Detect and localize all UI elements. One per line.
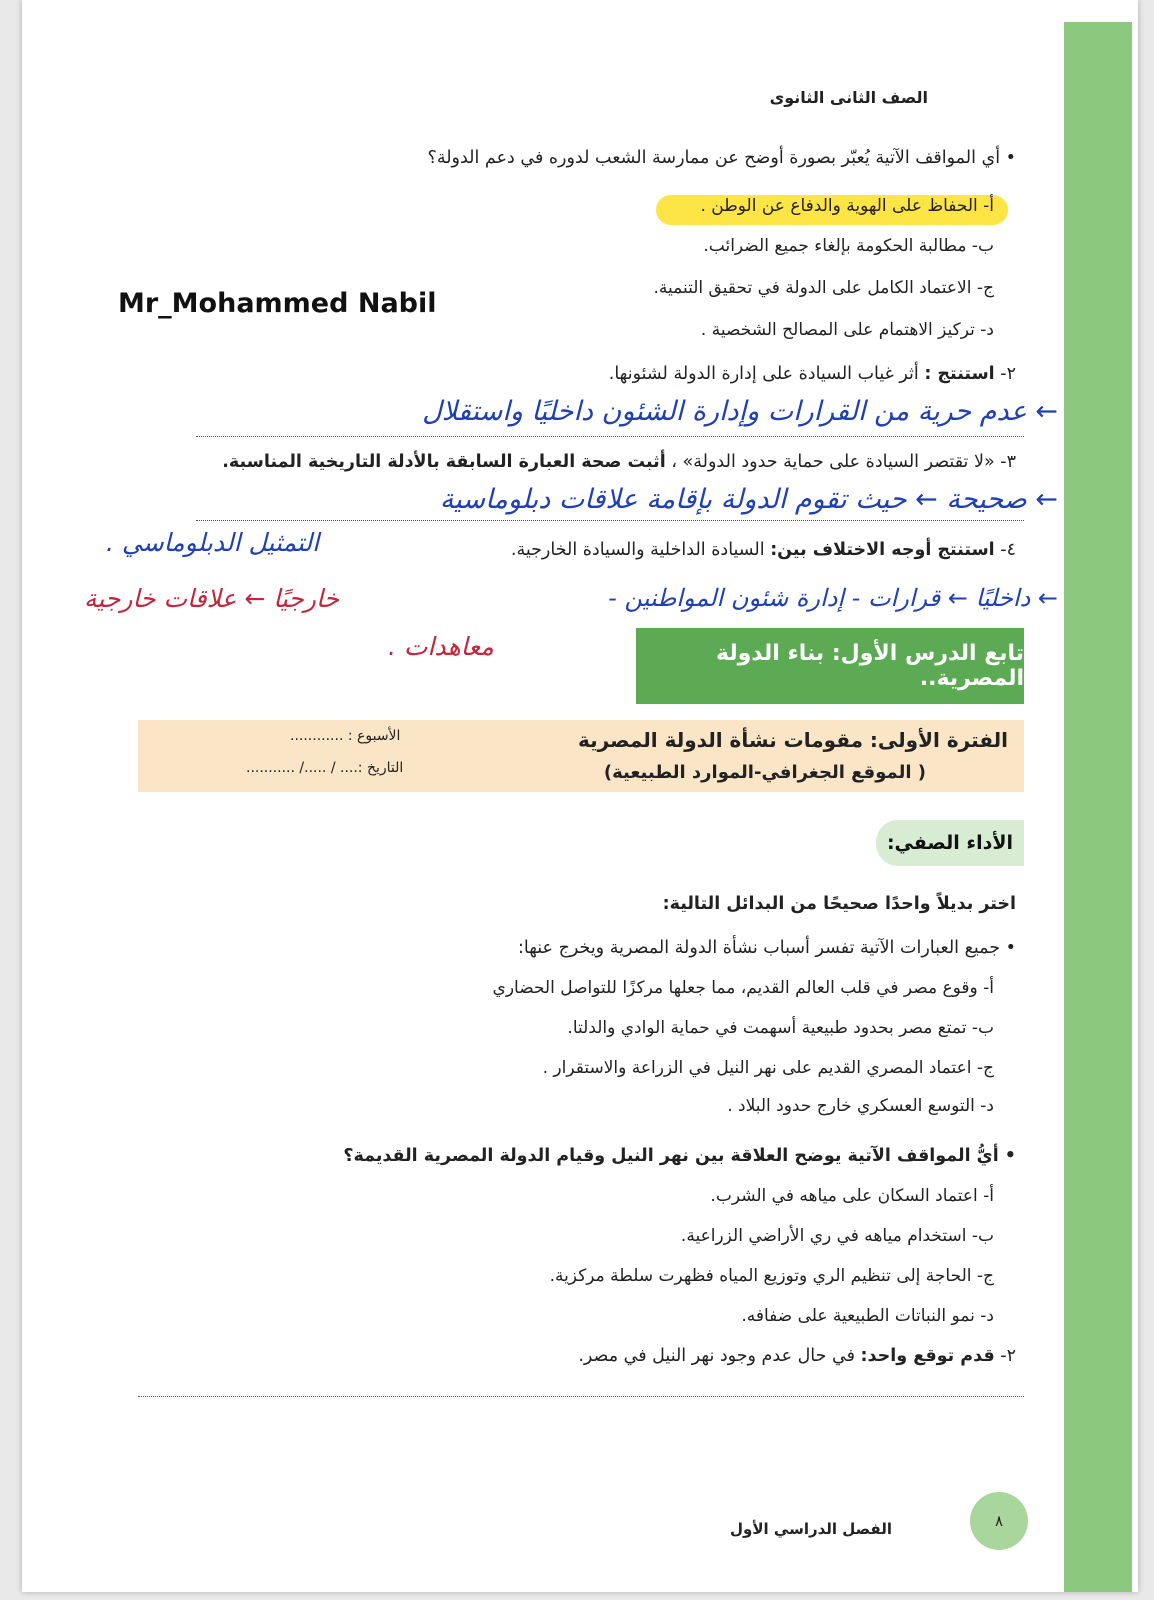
s2-q1-option-a: أ- وقوع مصر في قلب العالم القديم، مما جعلها مركزًا للتواصل الحضاري [492,978,994,998]
page-number: ٨ [994,1512,1004,1530]
lesson-banner: تابع الدرس الأول: بناء الدولة المصرية.. [636,628,1024,704]
q4-handwritten-internal: ← داخليًا ← قرارات - إدارة شئون المواطنين - [608,584,1058,612]
question-4 [511,540,1016,560]
q1-option-a: أ- الحفاظ على الهوية والدفاع عن الوطن . [700,196,994,216]
q4-handwritten-note: التمثيل الدبلوماسي . [106,528,320,557]
q2-handwritten-answer: ← عدم حرية من القرارات وإدارة الشئون داخليًا واستقلال [422,396,1058,427]
page-number-badge [970,1492,1028,1550]
q4-lead: استنتج أوجه الاختلاف بين: [770,540,995,560]
instruction: اختر بديلاً واحدًا صحيحًا من البدائل التالية: [662,894,1016,914]
q4-text: السيادة الداخلية والسيادة الخارجية. [510,540,765,560]
period-subtitle: ( الموقع الجغرافي-الموارد الطبيعية) [603,762,926,783]
period-title: الفترة الأولى: مقومات نشأة الدولة المصرية [578,728,1008,752]
grade-label: الصف الثانى الثانوى [769,88,928,107]
s2-q2-option-a: أ- اعتماد السكان على مياهه في الشرب. [710,1186,994,1206]
answer-line [196,436,1024,437]
question-2 [609,364,1016,384]
s2-q2-option-b: ب- استخدام مياهه في ري الأراضي الزراعية. [680,1226,994,1246]
s2-q2-option-d: د- نمو النباتات الطبيعية على ضفافه. [741,1306,994,1326]
date-field: التاريخ :.... / ...../ ........... [246,760,404,776]
q1-option-b: ب- مطالبة الحكومة بإلغاء جميع الضرائب. [703,236,994,256]
author-watermark: Mr_Mohammed Nabil [118,288,437,319]
q3-number: ٣- [1000,452,1016,472]
s2-q2-option-c: ج- الحاجة إلى تنظيم الري وتوزيع المياه فظهرت سلطة مركزية. [549,1266,994,1286]
s2-question-3 [578,1346,1016,1366]
s2-q3-number: ٢- [1000,1346,1016,1366]
q2-lead: استنتج : [924,364,995,384]
q2-text: أثر غياب السيادة على إدارة الدولة لشئونها. [608,364,919,384]
q3-handwritten-answer: ← صحيحة ← حيث تقوم الدولة بإقامة علاقات دبلوماسية [439,484,1058,515]
semester-label: الفصل الدراسي الأول [730,1520,892,1538]
q4-number: ٤- [1000,540,1016,560]
s2-q1-option-d: د- التوسع العسكري خارج حدود البلاد . [727,1096,994,1116]
side-color-bar [1064,22,1132,1592]
q2-number: ٢- [1000,364,1016,384]
s2-q3-lead: قدم توقع واحد: [860,1346,995,1366]
question-1-text: • أي المواقف الآتية يُعبّر بصورة أوضح عن ممارسة الشعب لدوره في دعم الدولة؟ [428,148,1016,168]
q3-lead: أثبت صحة العبارة السابقة بالأدلة التاريخية المناسبة. [222,452,666,472]
q4-handwritten-treaties: معاهدات . [388,632,494,661]
s2-q3-text: في حال عدم وجود نهر النيل في مصر. [578,1346,855,1366]
performance-label: الأداء الصفي: [876,820,1024,866]
answer-line [138,1396,1024,1397]
s2-question-1-text: • جميع العبارات الآتية تفسر أسباب نشأة الدولة المصرية ويخرج عنها: [518,938,1016,958]
week-field: الأسبوع : ............ [290,728,401,744]
q1-option-d: د- تركيز الاهتمام على المصالح الشخصية . [700,320,994,340]
s2-question-2-text: • أيُّ المواقف الآتية يوضح العلاقة بين نهر النيل وقيام الدولة المصرية القديمة؟ [343,1146,1016,1166]
s2-q1-option-b: ب- تمتع مصر بحدود طبيعية أسهمت في حماية الوادي والدلتا. [567,1018,994,1038]
s2-q1-option-c: ج- اعتماد المصري القديم على نهر النيل في الزراعة والاستقرار . [542,1058,994,1078]
question-3 [222,452,1016,472]
q4-handwritten-external: خارجيًا ← علاقات خارجية [84,584,340,613]
answer-line [196,520,1024,521]
q3-quote: «لا تقتصر السيادة على حماية حدود الدولة» ، [671,452,995,472]
q1-option-c: ج- الاعتماد الكامل على الدولة في تحقيق التنمية. [653,278,994,298]
